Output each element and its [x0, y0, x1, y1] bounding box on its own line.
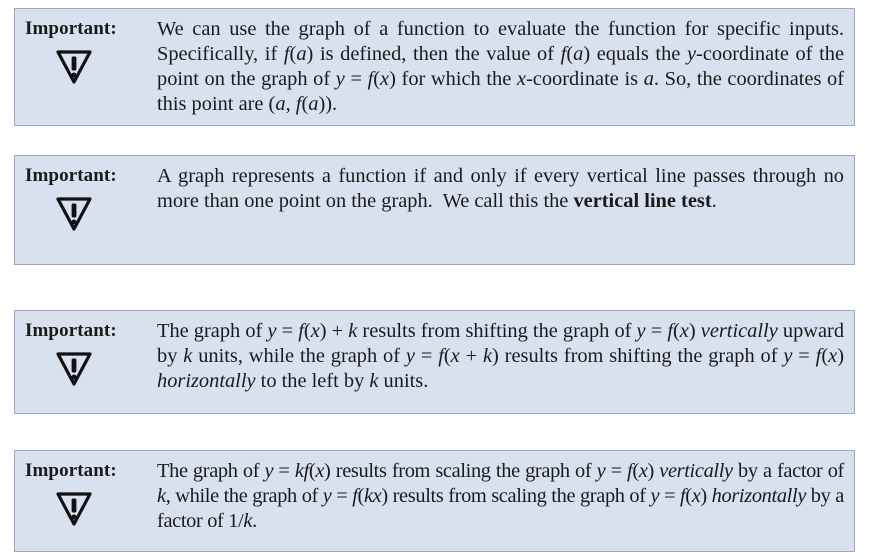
note-text — [157, 459, 849, 534]
text-segment: a — [643, 68, 654, 90]
text-segment: kf — [294, 460, 309, 482]
text-segment: y — [783, 345, 793, 367]
text-segment: ( — [685, 485, 692, 507]
note-label: Important: — [25, 320, 117, 341]
text-segment: )). — [318, 93, 338, 115]
text-segment: f — [298, 320, 304, 342]
text-segment: y — [405, 345, 415, 367]
text-segment: k — [348, 320, 358, 342]
text-segment: ( — [673, 320, 680, 342]
text-segment: ) — [837, 345, 850, 367]
text-segment: k — [183, 345, 193, 367]
text-segment: f — [627, 460, 633, 482]
text-segment: We can use the graph of a function to evaluate the function for specific inputs. Specifically, if — [157, 18, 855, 65]
text-segment: ) results from shifting the graph of — [492, 345, 784, 367]
text-segment: x — [516, 68, 526, 90]
text-segment: f — [367, 68, 374, 90]
text-segment: f — [679, 485, 686, 507]
text-segment: f — [352, 485, 358, 507]
text-segment: = — [273, 460, 295, 482]
important-note-3 — [14, 310, 855, 414]
text-segment: a — [573, 43, 584, 65]
text-segment: x — [380, 68, 390, 90]
note-text — [157, 319, 850, 394]
text-segment: ) — [647, 460, 660, 482]
text-segment: f — [560, 43, 567, 65]
warning-triangle-icon — [53, 45, 95, 87]
text-segment: k — [243, 510, 253, 532]
text-segment: = — [414, 345, 439, 367]
text-segment: A graph represents a function if and only if every vertical line passes through no more than one point on the graph. We call this the — [157, 165, 850, 212]
text-segment: = — [344, 68, 368, 90]
text-segment: x — [691, 485, 701, 507]
text-segment: y — [264, 460, 274, 482]
note-text — [157, 164, 850, 214]
text-segment: f — [283, 43, 290, 65]
text-segment: . So, the coordinates of this point are ( — [157, 68, 850, 115]
text-segment: k — [482, 345, 493, 367]
text-segment: f — [667, 320, 673, 342]
note-label: Important: — [25, 165, 117, 186]
text-segment: a — [308, 93, 319, 115]
text-segment: The graph of — [157, 320, 268, 342]
text-segment: k — [157, 485, 166, 507]
text-segment: = — [605, 460, 628, 482]
text-segment: = — [331, 485, 353, 507]
text-segment: horizontally — [711, 485, 807, 507]
text-segment: x — [315, 460, 325, 482]
text-segment: ) — [688, 320, 701, 342]
important-note-2 — [14, 155, 855, 265]
text-segment: ( — [632, 460, 639, 482]
text-segment: ) results from scaling the graph of — [324, 460, 597, 482]
warning-triangle-icon — [53, 347, 95, 389]
text-segment: units, while the graph of — [192, 345, 406, 367]
text-segment: ( — [821, 345, 829, 367]
text-segment: horizontally — [157, 370, 256, 392]
text-segment: ( — [373, 68, 381, 90]
text-segment: y — [596, 460, 606, 482]
text-segment: f — [815, 345, 822, 367]
text-segment: a — [296, 43, 307, 65]
text-segment: x — [310, 320, 320, 342]
warning-triangle-icon — [53, 192, 95, 234]
text-segment: = — [659, 485, 680, 507]
text-segment: -coordinate of the point on the graph of — [157, 43, 850, 90]
important-note-1 — [14, 8, 855, 126]
text-segment: y — [636, 320, 646, 342]
text-segment: upward by — [157, 320, 850, 367]
text-segment: ( — [566, 43, 574, 65]
text-segment: x — [450, 345, 460, 367]
text-segment: a — [275, 93, 286, 115]
text-segment: k — [369, 370, 379, 392]
text-segment: f — [438, 345, 444, 367]
text-segment: ( — [301, 93, 309, 115]
text-segment: by a factor of — [732, 460, 849, 482]
text-segment: y — [686, 43, 697, 65]
text-segment: ( — [357, 485, 364, 507]
text-segment: vertical line test — [573, 190, 712, 212]
text-segment: ) is defined, then the value of — [306, 43, 561, 65]
note-text — [157, 17, 855, 117]
text-segment: x — [828, 345, 838, 367]
text-segment: . — [711, 190, 717, 212]
text-segment: = — [792, 345, 816, 367]
important-note-4 — [14, 450, 855, 552]
text-segment: ) — [700, 485, 712, 507]
text-segment: results from shifting the graph of — [357, 320, 637, 342]
text-segment: ( — [303, 320, 311, 342]
text-segment: . — [252, 510, 257, 532]
text-segment: , — [285, 93, 296, 115]
text-segment: x — [679, 320, 689, 342]
text-segment: by a factor of 1/ — [157, 485, 849, 532]
text-segment: ( — [308, 460, 316, 482]
text-segment: = — [645, 320, 668, 342]
text-segment: vertically — [659, 460, 733, 482]
text-segment: x — [638, 460, 648, 482]
text-segment: ) results from scaling the graph of — [381, 485, 651, 507]
text-segment: y — [335, 68, 345, 90]
text-segment: = — [276, 320, 299, 342]
text-segment: + — [459, 345, 483, 367]
warning-triangle-icon — [53, 487, 95, 529]
text-segment: f — [295, 93, 302, 115]
text-segment: ) equals the — [583, 43, 687, 65]
text-segment: y — [650, 485, 660, 507]
text-segment: ( — [289, 43, 297, 65]
text-segment: units. — [378, 370, 429, 392]
text-segment: y — [322, 485, 332, 507]
text-segment: -coordinate is — [525, 68, 644, 90]
text-segment: ) for which the — [389, 68, 517, 90]
text-segment: vertically — [700, 320, 778, 342]
text-segment: kx — [363, 485, 382, 507]
note-label: Important: — [25, 18, 117, 39]
note-label: Important: — [25, 460, 117, 481]
text-segment: ( — [443, 345, 451, 367]
text-segment: y — [267, 320, 277, 342]
text-segment: , while the graph of — [165, 485, 323, 507]
text-segment: The graph of — [157, 460, 265, 482]
text-segment: to the left by — [255, 370, 370, 392]
text-segment: ) + — [319, 320, 349, 342]
